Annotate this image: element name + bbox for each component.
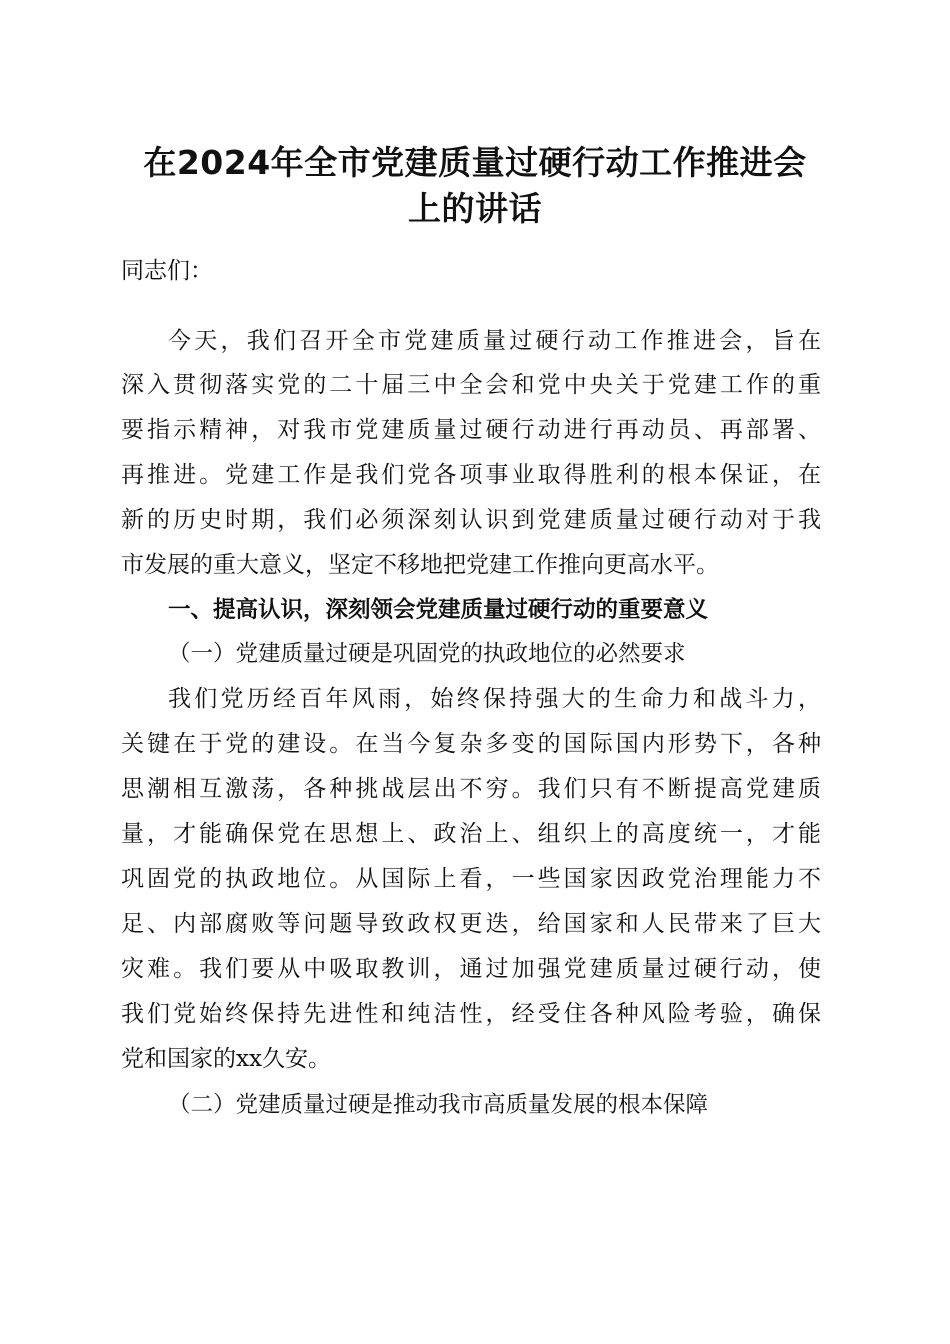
document-title-line-2: 上的讲话 (408, 189, 542, 228)
document-title-line-1: 在2024年全市党建质量过硬行动工作推进会 (143, 143, 807, 182)
subsection-1-line-7: 灾难。我们要从中吸取教训，通过加强党建质量过硬行动，使 (121, 956, 821, 982)
subsection-1-line-5: 巩固党的执政地位。从国际上看，一些国家因政党治理能力不 (121, 866, 821, 892)
intro-line-2: 深入贯彻落实党的二十届三中全会和党中央关于党建工作的重 (121, 372, 821, 398)
subsection-1-line-9: 党和国家的xx久安。 (121, 1046, 331, 1072)
subsection-1-line-8: 我们党始终保持先进性和纯洁性，经受住各种风险考验，确保 (121, 1001, 821, 1027)
intro-line-3: 要指示精神，对我市党建质量过硬行动进行再动员、再部署、 (121, 417, 821, 443)
salutation: 同志们： (121, 258, 213, 284)
subsection-2-heading: （二）党建质量过硬是推动我市高质量发展的根本保障 (168, 1092, 709, 1118)
subsection-1-line-2: 关键在于党的建设。在当今复杂多变的国际国内形势下，各种 (121, 731, 821, 757)
section-1-heading: 一、提高认识，深刻领会党建质量过硬行动的重要意义 (168, 597, 709, 623)
intro-line-1: 今天，我们召开全市党建质量过硬行动工作推进会，旨在 (168, 328, 821, 354)
intro-line-4: 再推进。党建工作是我们党各项事业取得胜利的根本保证，在 (121, 462, 821, 488)
subsection-1-line-6: 足、内部腐败等问题导致政权更迭，给国家和人民带来了巨大 (121, 911, 821, 937)
intro-line-6: 市发展的重大意义，坚定不移地把党建工作推向更高水平。 (121, 552, 719, 578)
subsection-1-line-1: 我们党历经百年风雨，始终保持强大的生命力和战斗力， (168, 686, 821, 712)
subsection-1-heading: （一）党建质量过硬是巩固党的执政地位的必然要求 (168, 641, 686, 667)
subsection-1-line-4: 量，才能确保党在思想上、政治上、组织上的高度统一，才能 (121, 821, 821, 847)
intro-line-5: 新的历史时期，我们必须深刻认识到党建质量过硬行动对于我 (121, 507, 821, 533)
subsection-1-line-3: 思潮相互激荡，各种挑战层出不穷。我们只有不断提高党建质 (121, 776, 821, 802)
